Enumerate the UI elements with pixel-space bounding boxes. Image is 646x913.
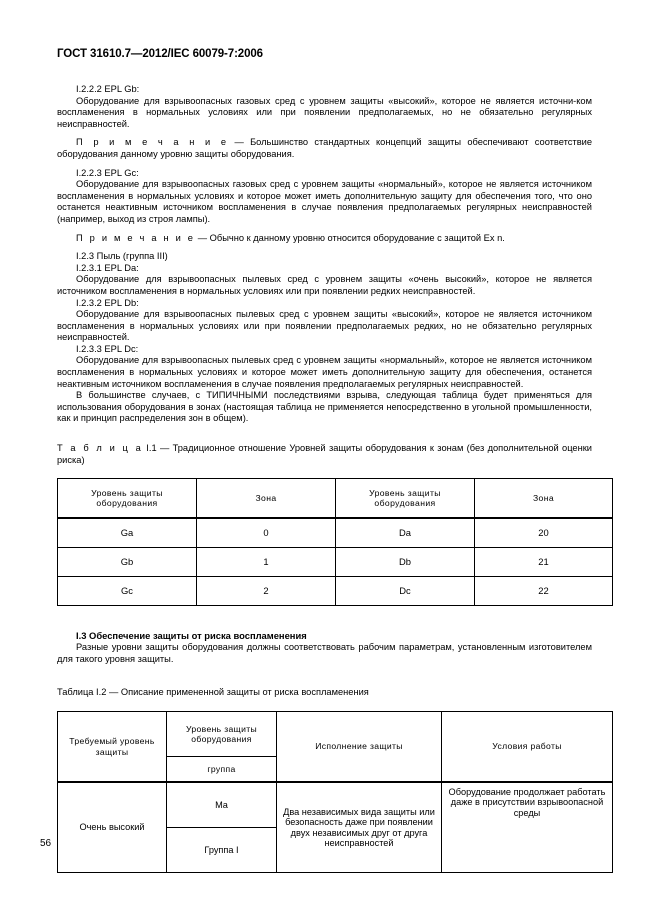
table1-r1c2: 0: [197, 518, 336, 548]
document-standard-header: ГОСТ 31610.7—2012/IEC 60079-7:2006: [57, 48, 263, 60]
section-heading-i23: I.2.3 Пыль (группа III): [76, 251, 168, 262]
section-heading-i233: I.2.3.3 EPL Dc:: [76, 343, 139, 354]
table1-r3c1: Gc: [58, 577, 197, 606]
table1-body: [58, 518, 613, 606]
table2-r1-group-row: [167, 828, 276, 873]
table1-r1c1: Ga: [58, 518, 197, 548]
table1-r2c4: 21: [475, 548, 613, 577]
document-body: [57, 84, 606, 873]
section-heading-i232: I.2.3.2 EPL Db:: [76, 297, 139, 308]
table1-header-cell-2: Зона: [197, 479, 336, 519]
table1-caption-label: Т а б л и ц а: [57, 443, 143, 454]
table1-r2c3: Db: [336, 548, 475, 577]
table1-r2c1: Gb: [58, 548, 197, 577]
table-row: [58, 782, 613, 873]
note-text-2: — Обычно к данному уровню относится оборудование с защитой Ex n.: [195, 232, 505, 243]
table1-r1c3: Da: [336, 518, 475, 548]
section-body-i231: Оборудование для взрывоопасных пылевых сред с уровнем защиты «очень высокий», которое не является источником воспламенения в нормальных условиях или при появлении редких неисправностей.: [57, 274, 592, 296]
note-label-2: П р и м е ч а н и е: [76, 232, 196, 243]
table-protection-description: [57, 711, 613, 873]
table1-caption-text: Традиционное отношение Уровней защиты оборудования к зонам (без дополнительной оценки риска): [57, 443, 592, 465]
table2-header-protection: Исполнение защиты: [277, 712, 442, 783]
table1-r1c4: 20: [475, 518, 613, 548]
section-body-i223: Оборудование для взрывоопасных газовых сред с уровнем защиты «нормальный», которое не является источником воспламенения в нормальных условиях и которое может иметь дополнительную защиту для обеспечения того, что оно останется неактивным источником воспламенения в случае появления предполагаемых регулярных неисправностей (например, выход из строя лампы).: [57, 179, 592, 224]
note-block-1: [57, 137, 592, 160]
table1-header-cell-4: Зона: [475, 479, 613, 519]
table2-header-epl: Уровень защиты оборудования: [167, 712, 277, 757]
page-number: 56: [40, 838, 52, 849]
table2-r1-epl-group-wrap: [167, 782, 277, 873]
section-body-typical-consequences: В большинстве случаев, с ТИПИЧНЫМИ последствиями взрыва, следующая таблица будет применяться для использования оборудования в зонах (настоящая таблица не применяется непосредственно в угольной промышленности, как и принцип распределения зон в общем).: [57, 390, 592, 424]
table-row: [58, 548, 613, 577]
table2-r1-nested: [167, 783, 276, 872]
table2-r1-protection: Два независимых вида защиты или безопасность даже при появлении двух независимых друг от друга неисправностей: [277, 782, 442, 873]
note-text-1: — Большинство стандартных концепций защиты обеспечивают соответствие оборудования данному уровню защиты оборудования.: [57, 137, 592, 159]
table1-caption-number: I.1 —: [142, 443, 173, 454]
table1-r3c3: Dc: [336, 577, 475, 606]
table2-r1-epl-row: [167, 783, 276, 828]
table2-header-group: группа: [167, 757, 277, 783]
section-heading-i222: I.2.2.2 EPL Gb:: [76, 84, 140, 94]
section-body-i233: Оборудование для взрывоопасных пылевых сред с уровнем защиты «нормальный», которое не является источником воспламенения в нормальных условиях и которое может иметь дополнительную защиту для обеспечения, останется неактивным источником воспламенения в случае появления предполагаемых регулярных неисправностей.: [57, 355, 592, 389]
table-row: [58, 518, 613, 548]
section-body-i222: Оборудование для взрывоопасных газовых сред с уровнем защиты «высокий», которое не является источни-ком воспламенения в нормальных условиях или при появлении предполагаемых, но не обязательно регулярных неисправностей.: [57, 95, 592, 129]
table-row: [58, 577, 613, 606]
table2-r1-level: Очень высокий: [58, 782, 167, 873]
table1-header-row: [58, 479, 613, 519]
section-body-i3: Разные уровни защиты оборудования должны соответствовать рабочим параметрам, установленным изготовителем для такого уровня защиты.: [57, 642, 592, 664]
note-label-1: П р и м е ч а н и е: [76, 137, 229, 148]
section-body-i232: Оборудование для взрывоопасных пылевых сред с уровнем защиты «высокий», которое не является источником воспламенения в нормальных условиях или при появлении предполагаемых редких, но не обязательно регулярных неисправностей.: [57, 309, 592, 343]
section-heading-i223: I.2.2.3 EPL Gc:: [76, 167, 139, 178]
table1-header-cell-3: Уровень защиты оборудования: [336, 479, 475, 519]
table2-body: [58, 712, 613, 873]
table1-r3c4: 22: [475, 577, 613, 606]
table2-r1-conditions: Оборудование продолжает работать даже в присутствии взрывоопасной среды: [442, 782, 613, 873]
table-epl-zone-relation: [57, 478, 613, 606]
table2-caption: Таблица I.2 — Описание примененной защиты от риска воспламенения: [57, 687, 369, 698]
section-heading-i3: I.3 Обеспечение защиты от риска воспламенения: [76, 630, 307, 642]
table1-r3c2: 2: [197, 577, 336, 606]
table1-r2c2: 1: [197, 548, 336, 577]
table2-header-row: [58, 712, 613, 757]
table1-caption: [57, 443, 592, 466]
table2-header-conditions: Условия работы: [442, 712, 613, 783]
table2-r1-epl: Ma: [167, 783, 276, 828]
table1-header-cell-1: Уровень защиты оборудования: [58, 479, 197, 519]
table2-header-required-level: Требуемый уровень защиты: [58, 712, 167, 783]
section-heading-i231: I.2.3.1 EPL Da:: [76, 262, 139, 273]
table1-header: [58, 479, 613, 519]
table2-r1-group: Группа I: [204, 844, 239, 855]
note-block-2: [57, 233, 592, 245]
